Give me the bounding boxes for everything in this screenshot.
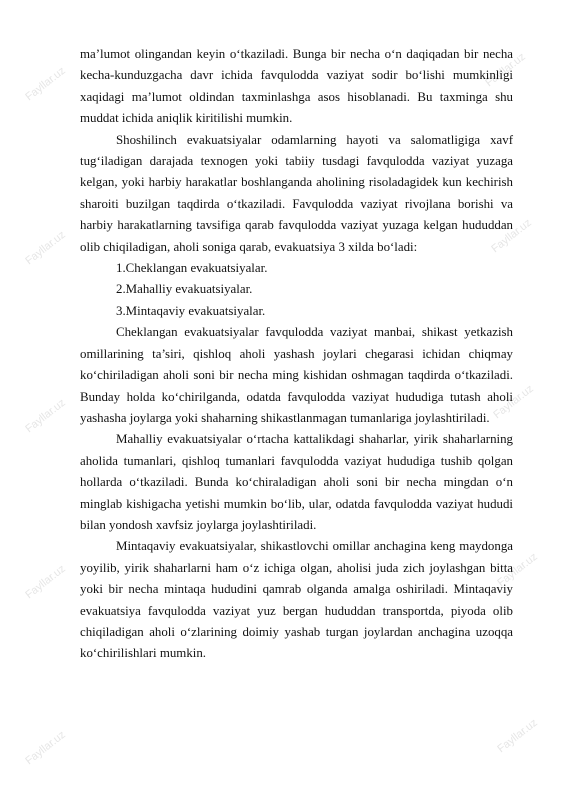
watermark: Fayllar.uz (23, 562, 68, 602)
paragraph: Mintaqaviy evakuatsiyalar, shikastlovchi omillar anchagina keng maydonga yoyilib, yirik shaharlarni ham o‘z ichiga olgan, aholisi juda zich joylashgan bitta yoki bir necha mintaqa hududini qamrab olganda amalga oshiriladi. Mintaqaviy evakuatsiya favqulodda vaziyat yuz bergan hududdan transportda, piyoda olib chiqiladigan aholi o‘zlarining doimiy yashab turgan joylardan anchagina uzoqqa ko‘chirilishlari mumkin. (80, 539, 513, 661)
document-body (80, 44, 513, 665)
watermark: Fayllar.uz (23, 728, 68, 768)
list-item: 1.Cheklangan evakuatsiyalar. (116, 261, 268, 276)
watermark: Fayllar.uz (23, 396, 68, 436)
paragraph: Mahalliy evakuatsiyalar o‘rtacha kattalikdagi shaharlar, yirik shaharlarning aholida tumanlari, qishloq tumanlari favqulodda vaziyat hududiga tushib qolgan hollarda o‘tkaziladi. Bunda ko‘chiraladigan aholi soni bir necha mingdan o‘n minglab kishigacha yetishi mumkin bo‘lib, ular, odatda favqulodda vaziyat hududi bilan yondosh xavfsiz joylarga joylashtiriladi. (80, 432, 513, 532)
watermark: Fayllar.uz (495, 716, 540, 756)
paragraph: Shoshilinch evakuatsiyalar odamlarning hayoti va salomatligiga xavf tug‘iladigan darajada texnogen yoki tabiiy tusdagi favqulodda vaziyat yuzaga kelgan, yoki harbiy harakatlar boshlanganda aholining risoladagidek kun kechirish sharoiti buzilgan taqdirda o‘tkaziladi. Favqulodda vaziyat rivojlana borishi va harbiy harakatlarning tavsifiga qarab favqulodda vaziyat yuzaga kelgan hududdan olib chiqiladigan, aholi soniga qarab, evakuatsiya 3 xilda bo‘ladi: (80, 132, 513, 254)
paragraph: Cheklangan evakuatsiyalar favqulodda vaziyat manbai, shikast yetkazish omillarining ta’siri, qishloq aholi yashash joylari chegarasi ichidan chiqmay ko‘chiriladigan aholi soni bir necha ming kishidan oshmagan taqdirda o‘tkaziladi. Bunday holda ko‘chirilganda, odatda favqulodda vaziyat hududiga tutash aholi yashasha joylarga yoki shaharning shikastlanmagan tumanlariga joylashtiriladi. (80, 325, 513, 425)
watermark: Fayllar.uz (495, 550, 540, 590)
watermark: Fayllar.uz (491, 382, 536, 422)
paragraph: ma’lumot olingandan keyin o‘tkaziladi. Bunga bir necha o‘n daqiqadan bir necha kecha-kunduzgacha davr ichida favqulodda vaziyat sodir bo‘lishi mumkinligi xaqidagi ma’lumot oldindan taxminlashga asos hisoblanadi. Bu taxminga shu muddat ichida aniqlik kiritilishi mumkin. (80, 47, 513, 126)
watermark: Fayllar.uz (23, 64, 68, 104)
watermark: Fayllar.uz (489, 216, 534, 256)
list-item: 3.Mintaqaviy evakuatsiyalar. (116, 303, 266, 318)
watermark: Fayllar.uz (483, 50, 528, 90)
list-item: 2.Mahalliy evakuatsiyalar. (116, 282, 253, 297)
watermark: Fayllar.uz (23, 228, 68, 268)
